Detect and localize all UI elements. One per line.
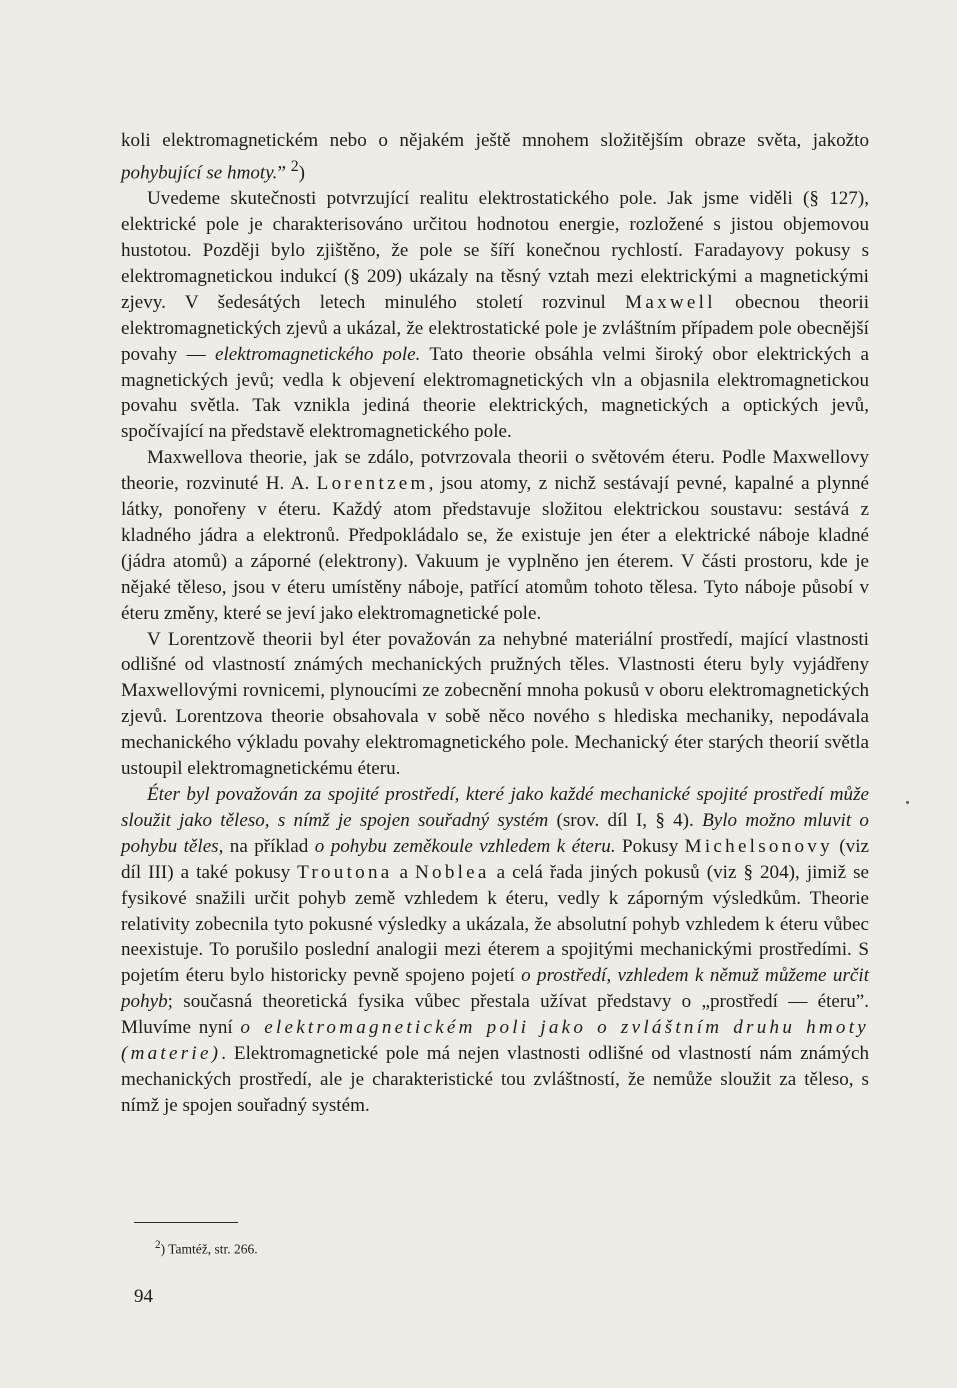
spaced-name: Maxwell bbox=[625, 291, 716, 313]
page-body bbox=[121, 128, 869, 1119]
text-run: na příklad bbox=[223, 835, 315, 857]
paragraph bbox=[121, 186, 869, 445]
text-run: (viz díl III) a také pokusy bbox=[121, 835, 869, 883]
emphasis-text: Bylo možno mluvit o pohybu těles, bbox=[121, 809, 869, 857]
paragraph bbox=[121, 128, 869, 186]
spaced-name: Troutona bbox=[297, 861, 393, 883]
text-run: , jsou atomy, z nichž sestávají pevné, kapalné a plynné látky, ponořeny v éteru. Každý atom představuje složitou elektrickou soustavu: sestává z kladného jádra a elektronů. Předpokládalo se, že existuje jen éter a elektrické náboje kladné (jádra atomů) a záporné (elektrony). Vakuum je vyplněno jen éterem. V části prostoru, kde je nějaké těleso, jsou v éteru umístěny náboje, patřící atomům tohoto tělesa. Tyto náboje působí v éteru změny, které se jeví jako elektromagnetické pole. bbox=[121, 473, 869, 624]
text-run: ) bbox=[298, 162, 305, 184]
spaced-name: Noblea bbox=[415, 861, 490, 883]
footnote-reference: 2 bbox=[290, 157, 299, 175]
page-number: 94 bbox=[134, 1286, 153, 1307]
paragraph bbox=[121, 782, 869, 1119]
text-run: a bbox=[392, 861, 415, 883]
footnote-marker: 2 bbox=[155, 1239, 161, 1251]
text-run: a celá řada jiných pokusů (viz § 204), jimiž se fysikové snažili určit pohyb země vzhledem k éteru, vedly k záporným výsledkům. Theorie relativity zobecnila tyto pokusné výsledky a ukázala, že absolutní pohyb vzhledem k éteru vůbec neexistuje. To porušilo poslední analogii mezi éterem a spojitými mechanickými prostředími. S pojetím éteru bylo historicky pevně spojeno pojetí bbox=[121, 861, 869, 987]
paragraph bbox=[121, 627, 869, 782]
emphasis-text: o pohybu zeměkoule vzhledem k éteru. bbox=[314, 835, 616, 857]
text-run: . Elektromagnetické pole má nejen vlastnosti odlišné od vlastností nám známých mechanických prostředí, ale je charakteristické tou zvláštností, že nemůže sloužit za těleso, s nímž je spojen souřadný systém. bbox=[121, 1043, 869, 1116]
text-run: koli elektromagnetickém nebo o nějakém ještě mnohem složitějším obraze světa, jakožto bbox=[121, 130, 869, 151]
emphasis-text: elektromagnetického pole. bbox=[215, 343, 421, 365]
spaced-name: Michelsonovy bbox=[684, 835, 833, 857]
footnote-rule bbox=[134, 1222, 238, 1223]
text-run: Maxwellova theorie, jak se zdálo, potvrzovala theorii o světovém éteru. Podle Maxwellovy theorie, rozvinuté H. A. bbox=[121, 447, 869, 495]
emphasis-text: Éter byl považován za spojité prostředí, které jako každé mechanické spojité prostředí může sloužit jako těleso, s nímž je spojen souřadný systém bbox=[121, 784, 869, 831]
footnote bbox=[155, 1237, 258, 1258]
emphasis-text: pohybující se hmoty. bbox=[121, 162, 278, 184]
text-run: Tato theorie obsáhla velmi široký obor elektrických a magnetických jevů; vedla k objevení elektromagnetických vln a objasnila elektromagnetickou povahu světla. Tak vznikla jediná theorie elektrických, magnetických a optických jevů, spočívající na představě elektromagnetického pole. bbox=[121, 343, 869, 443]
text-run: Uvedeme skutečnosti potvrzující realitu elektrostatického pole. Jak jsme viděli (§ 127), elektrické pole je charakterisováno určitou hodnotou energie, rozložené s jistou objemovou hustotou. Později bylo zjištěno, že pole se šíří konečnou rychlostí. Faradayovy pokusy s elektromagnetickou indukcí (§ 209) ukázaly na těsný vztah mezi elektrickými a magnetickými zjevy. V šedesátých letech minulého století rozvinul bbox=[121, 188, 869, 313]
footnote-text: ) Tamtéž, str. 266. bbox=[160, 1241, 258, 1257]
spaced-name: Lorentzem bbox=[316, 473, 429, 495]
text-run: ” bbox=[277, 162, 291, 184]
text-run: V Lorentzově theorii byl éter považován za nehybné materiální prostředí, mající vlastnosti odlišné od vlastností známých mechanických pružných těles. Vlastnosti éteru byly vyjádřeny Maxwellovými rovnicemi, plynoucími ze zobecnění mnoha pokusů v oboru elektromagnetických zjevů. Lorentzova theorie obsahovala v sobě něco nového s hlediska mechaniky, nepodávala mechanického výkladu povahy elektromagnetického pole. Mechanický éter starých theorií světla ustoupil elektromagnetickému éteru. bbox=[121, 628, 869, 780]
margin-mark bbox=[906, 801, 909, 804]
paragraph bbox=[121, 445, 869, 626]
text-run: (srov. díl I, § 4). bbox=[548, 809, 703, 831]
emphasis-text: o elektromagnetickém poli jako o zvláštním druhu hmoty (materie) bbox=[121, 1017, 869, 1065]
text-run: ; současná theoretická fysika vůbec přestala užívat představy o „prostředí — éteru”. Mluvíme nyní bbox=[121, 991, 869, 1039]
emphasis-text: o prostředí, vzhledem k němuž můžeme určit pohyb bbox=[121, 965, 869, 1013]
text-run: Pokusy bbox=[615, 835, 685, 857]
text-run: obecnou theorii elektromagnetických zjevů a ukázal, že elektrostatické pole je zvláštním případem pole obecnější povahy — bbox=[121, 291, 869, 365]
